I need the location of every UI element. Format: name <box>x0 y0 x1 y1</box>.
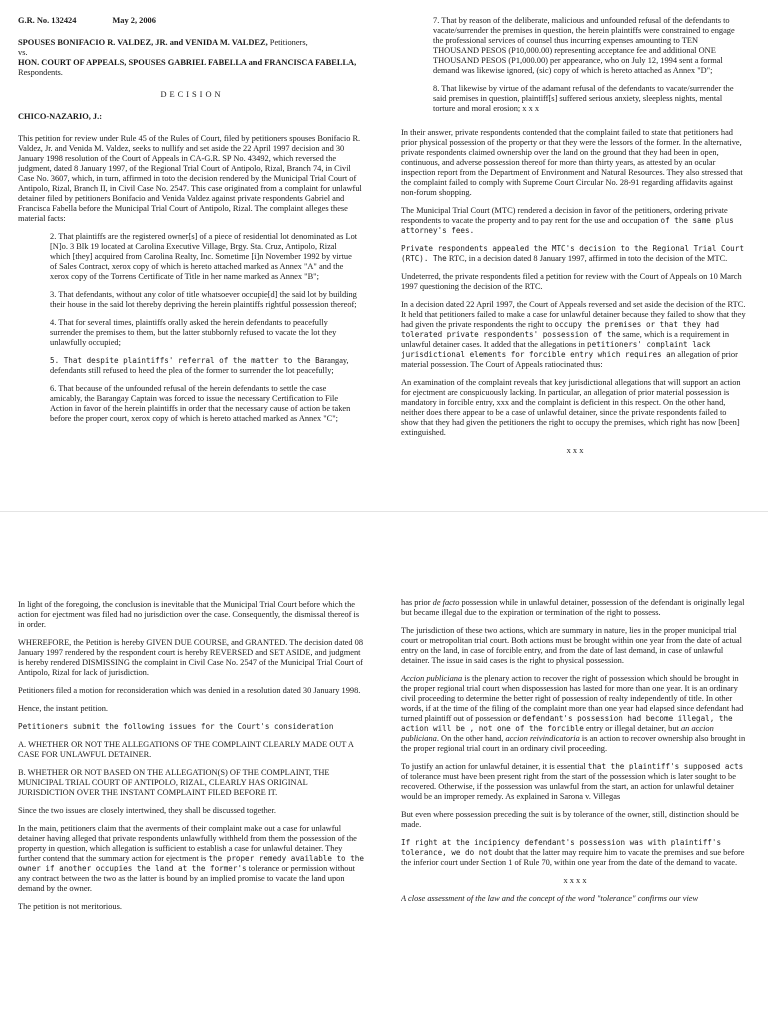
reivindicatoria-italic: accion reivindicatoria <box>505 734 580 743</box>
incipiency-mono: If right at the incipiency defendant's possession was with plaintiff's tolerance, we do not <box>401 838 722 857</box>
publiciana-italic: Accion publiciana <box>401 674 463 683</box>
incipiency-text: doubt that the latter may require him to vacate the premises and sue before the inferior court under Section 1 of Rule 70, within one year from the date of the demand to vacate. <box>401 848 745 867</box>
close-italic: A close assessment of the law and the concept of the word "tolerance" confirms our view <box>401 894 699 903</box>
allegation-5-mono: 5. That despite plaintiffs' referral of the matter to the Ba <box>50 356 325 365</box>
justify-paragraph <box>401 762 749 802</box>
jurisdiction-paragraph: The jurisdiction of these two actions, which are summary in nature, lies in the proper municipal trial court or metropolitan trial court. Both actions must be brought within one year from the date of actual entry on the land, in case of forcible entry, and from the date of last demand, in case of unlawful detainer. The issue in said cases is the right to physical possession. <box>401 626 742 665</box>
issue-a: A. WHETHER OR NOT THE ALLEGATIONS OF THE COMPLAINT CLEARLY MADE OUT A CASE FOR UNLAWFUL DETAINER. <box>18 740 354 759</box>
answer-paragraph: In their answer, private respondents contended that the complaint failed to state that petitioners had prior physical possession of the property or that they were the lessors of the former. In the alternative, private respondents claimed ownership over the land on the ground that they had been in open, continuous, and adverse possession thereof for more than thirty years, as attested by an ocular inspection report from the Department of Environment and Natural Resources. They also stressed that the complaint failed to comply with Supreme Court Circular No. 28-91 regarding affidavits against non-forum shopping. <box>401 128 743 197</box>
justify-text-1: To justify an action for unlawful detainer, it is essential <box>401 762 588 771</box>
ca-mono-1: occupy the premises or that they had tolerated private respondents' possession of the <box>401 320 720 339</box>
allegation-4: 4. That for several times, plaintiffs orally asked the herein defendants to peacefully surrender the premises to them, but the latter stubbornly refused to vacate the lot they unlawfully occupied; <box>50 318 337 347</box>
mtc-mono: of the same plus attorney's fees. <box>401 216 734 235</box>
allegation-3: 3. That defendants, without any color of title whatsoever occupie[d] the said lot by building their house in the said lot thereby depriving the herein plaintiffs rightful possession thereof; <box>50 290 357 309</box>
even-paragraph: But even where possession preceding the suit is by tolerance of the owner, still, distinction should be made. <box>401 810 739 829</box>
prior-possession-paragraph <box>401 598 749 618</box>
case-date: May 2, 2006 <box>112 16 156 25</box>
justify-text-2: of tolerance must have been present right from the start of the possession which is later sought to be recovered. Otherwise, if the possession was unlawful from the start, an action for unlawful detainer would be an improper remedy. As explained in Sarona v. Villegas <box>401 772 736 801</box>
undeterred-paragraph: Undeterred, the private respondents filed a petition for review with the Court of Appeals on 10 March 1997 questioning the decision of the RTC. <box>401 272 742 291</box>
mtc-text: The Municipal Trial Court (MTC) rendered a decision in favor of the petitioners, ordering private respondents to vacate the property and to pay rent for the use and occupation <box>401 206 728 225</box>
foregoing-paragraph: In light of the foregoing, the conclusion is inevitable that the Municipal Trial Court before which the action for ejectment was filed had no jurisdiction over the case. Consequently, the dismissal thereof is in order. <box>18 600 360 629</box>
appeal-text: RTC, in a decision dated 8 January 1997, affirmed in toto the decision of the MTC. <box>448 254 728 263</box>
prior-text-1: has prior <box>401 598 433 607</box>
examination-quote: An examination of the complaint reveals that key jurisdictional allegations that will support an action for ejectment are conspicuously lacking. In particular, an allegation of prior material possession is mandatory in forcible entry, xxx and the complaint is deficient in this respect. On the other hand, neither does there appear to be a case of unlawful detainer, since the private respondents failed to show that they had given the petitioners the right to occupy the premises, which right has now [been] extinguished. <box>401 378 741 437</box>
appeal-mono: Private respondents appealed the MTC's decision to the Regional Trial Court (RTC). The <box>401 244 744 263</box>
close-assessment <box>401 894 749 904</box>
publiciana-paragraph <box>401 674 749 754</box>
prior-text-2: possession while in unlawful detainer, possession of the defendant is originally legal but became illegal due to the expiration or termination of the right to possess. <box>401 598 745 617</box>
publiciana-text-2: entry or illegal detainer, but <box>583 724 681 733</box>
page-1-left-column <box>18 0 366 512</box>
allegation-7: 7. That by reason of the deliberate, malicious and unfounded refusal of the defendants to vacate/surrender the premises in question, the herein plaintiffs were constrained to engage the professional services of counsel thus incurring expenses amounting to TEN THOUSAND PESOS (P10,000.00) representing acceptance fee and additional ONE THOUSAND PESOS (P1,000.00) per appearance, who on July 12, 1994 sent a formal demand was likewise ignored, (sic) copy of which is hereto attached as Annex "D"; <box>433 16 735 75</box>
ellipsis-marker: x x x <box>566 446 584 455</box>
intertwined-paragraph: Since the two issues are closely intertwined, they shall be discussed together. <box>18 806 276 815</box>
wherefore-paragraph: WHEREFORE, the Petition is hereby GIVEN DUE COURSE, and GRANTED. The decision dated 08 January 1997 rendered by the respondent court is hereby REVERSED and SET ASIDE, and judgment is hereby rendered DISMISSING the complaint in Civil Case No. 2547 of the Municipal Trial Court of Antipolo, Rizal for lack of jurisdiction. <box>18 638 364 677</box>
allegation-6: 6. That because of the unfounded refusal of the herein defendants to settle the case amicably, the Barangay Captain was forced to issue the necessary Certification to File Action in favor of the herein plaintiffs in order that the necessary cause of action be taken before the proper court, xerox copy of which is hereto attached marked as Annex "C"; <box>50 384 351 423</box>
reconsideration-paragraph: Petitioners filed a motion for reconsideration which was denied in a resolution dated 30 January 1998. <box>18 686 361 695</box>
parties-respondents <box>18 58 366 78</box>
main-text-2: tolerance or permission without any contract between the two as the latter is bound by an implied promise to vacate the land upon demand by the owner. <box>18 864 355 893</box>
page-2-right-column <box>401 512 749 1024</box>
respondents-role: Respondents. <box>18 68 63 77</box>
ca-mono-2: petitioners' complaint lack jurisdictional elements for forcible entry which requires an <box>401 340 711 359</box>
publiciana-mono: defendant's possession had become illegal, the action will be , not one of the forcible <box>401 714 733 733</box>
page-1-right-column <box>401 0 749 512</box>
parties-petitioners <box>18 38 366 48</box>
ca-text-3: allegation of prior material possession. The Court of Appeals ratiocinated thus: <box>401 350 738 369</box>
incipiency-paragraph <box>401 838 749 868</box>
document-page-2 <box>0 512 768 1024</box>
issues-intro: Petitioners submit the following issues for the Court's consideration <box>18 722 334 731</box>
ca-text-2: same, which is a requirement in unlawful detainer cases. It added that the allegations in <box>401 330 730 349</box>
publiciana-text-3: . On the other hand, <box>436 734 506 743</box>
ponente-name: CHICO-NAZARIO, J.: <box>18 112 102 121</box>
intro-paragraph: This petition for review under Rule 45 of the Rules of Court, filed by petitioners spouses Bonifacio R. Valdez, Jr. and Venida M. Valdez, seeks to nullify and set aside the 22 April 1997 decision and 30 January 1998 resolution of the Court of Appeals in CA-G.R. SP No. 43492, which reversed the judgment, dated 8 January 1997, of the Regional Trial Court of Antipolo, Rizal, Branch 74, in Civil Case No. 3607, which, in turn, affirmed in toto the decision rendered by the Municipal Trial Court of Antipolo, Rizal, Branch II, in Civil Case No. 2547. This case originated from a complaint for unlawful detainer filed by petitioners Bonifacio and Venida Valdez against private respondents Gabriel and Francisca Fabella before the Municipal Trial Court of Antipolo, Rizal. The complaint alleges these material facts: <box>18 134 362 223</box>
prior-italic: de facto <box>432 598 460 607</box>
appeal-paragraph <box>401 244 749 264</box>
respondents-names: HON. COURT OF APPEALS, SPOUSES GABRIEL FABELLA and FRANCISCA FABELLA, <box>18 58 357 67</box>
main-mono: the proper remedy available to the owner if another occupies the land at the former's <box>18 854 364 873</box>
allegation-5-rest: rangay, defendants still refused to heed the plea of the former to surrender the lot peacefully; <box>50 356 349 375</box>
page-2-left-column <box>18 512 366 1024</box>
publiciana-text-1: is the plenary action to recover the right of possession which should be brought in the proper regional trial court when dispossession has lasted for more than one year. It is an ordinary civil proceeding to determine the better right of possession of realty independently of title. In other words, if at the time of the filing of the complaint more than one year had elapsed since defendant had turned plaintiff out of possession or <box>401 674 744 723</box>
ellipsis-marker-2: x x x x <box>563 876 587 885</box>
hence-paragraph: Hence, the instant petition. <box>18 704 109 713</box>
ca-decision-paragraph <box>401 300 749 370</box>
case-number: G.R. No. 132424 <box>18 16 77 25</box>
publiciana-text-4: is an action to recover ownership also brought in the proper regional trial court in an ordinary civil proceeding. <box>401 734 746 753</box>
allegation-8: 8. That likewise by virtue of the adamant refusal of the defendants to vacate/surrender the said premises in question, plaintiff[s] suffered serious anxiety, sleepless nights, mental torture and moral erosion; x x x <box>433 84 734 113</box>
not-meritorious: The petition is not meritorious. <box>18 902 122 911</box>
petitioners-role: Petitioners, <box>267 38 308 47</box>
issue-b: B. WHETHER OR NOT BASED ON THE ALLEGATION(S) OF THE COMPLAINT, THE MUNICIPAL TRIAL COURT OF ANTIPOLO, RIZAL, CLEARLY HAS ORIGINAL JURISDICTION OVER THE INSTANT COMPLAINT FILED BEFORE IT. <box>18 768 330 797</box>
main-text-1: In the main, petitioners claim that the averments of their complaint make out a case for unlawful detainer having alleged that private respondents unlawfully withheld from them the possession of the property in question, which allegation is sufficient to establish a case for unlawful detainer. They further contend that the summary action for ejectment is <box>18 824 357 863</box>
main-claim-paragraph <box>18 824 366 894</box>
allegation-5 <box>50 356 358 376</box>
petitioners-names: SPOUSES BONIFACIO R. VALDEZ, JR. and VENIDA M. VALDEZ, <box>18 38 268 47</box>
case-header <box>18 16 366 26</box>
versus: vs. <box>18 48 28 57</box>
decision-title: DECISION <box>160 90 224 99</box>
justify-mono: that the plaintiff's supposed acts <box>587 762 744 771</box>
ponente <box>18 112 366 122</box>
publiciana-italic-2: an accion publiciana <box>401 724 714 743</box>
mtc-paragraph <box>401 206 749 236</box>
ca-text-1: In a decision dated 22 April 1997, the Court of Appeals reversed and set aside the decision of the RTC. It held that petitioners failed to make a case for unlawful detainer because they failed to show that they had given the private respondents the right to <box>401 300 746 329</box>
allegation-2: 2. That plaintiffs are the registered owner[s] of a piece of residential lot denominated as Lot [N]o. 3 Blk 19 located at Carolina Executive Village, Brgy. Sta. Cruz, Antipolo, Rizal which [they] acquired from Carolina Realty, Inc. Sometime [i]n November 1992 by virtue of Sales Contract, xerox copy of which is hereto attached marked as Annex "A" and the xerox copy of the Torrens Certificate of Title in her name marked as Annex "B"; <box>50 232 358 281</box>
